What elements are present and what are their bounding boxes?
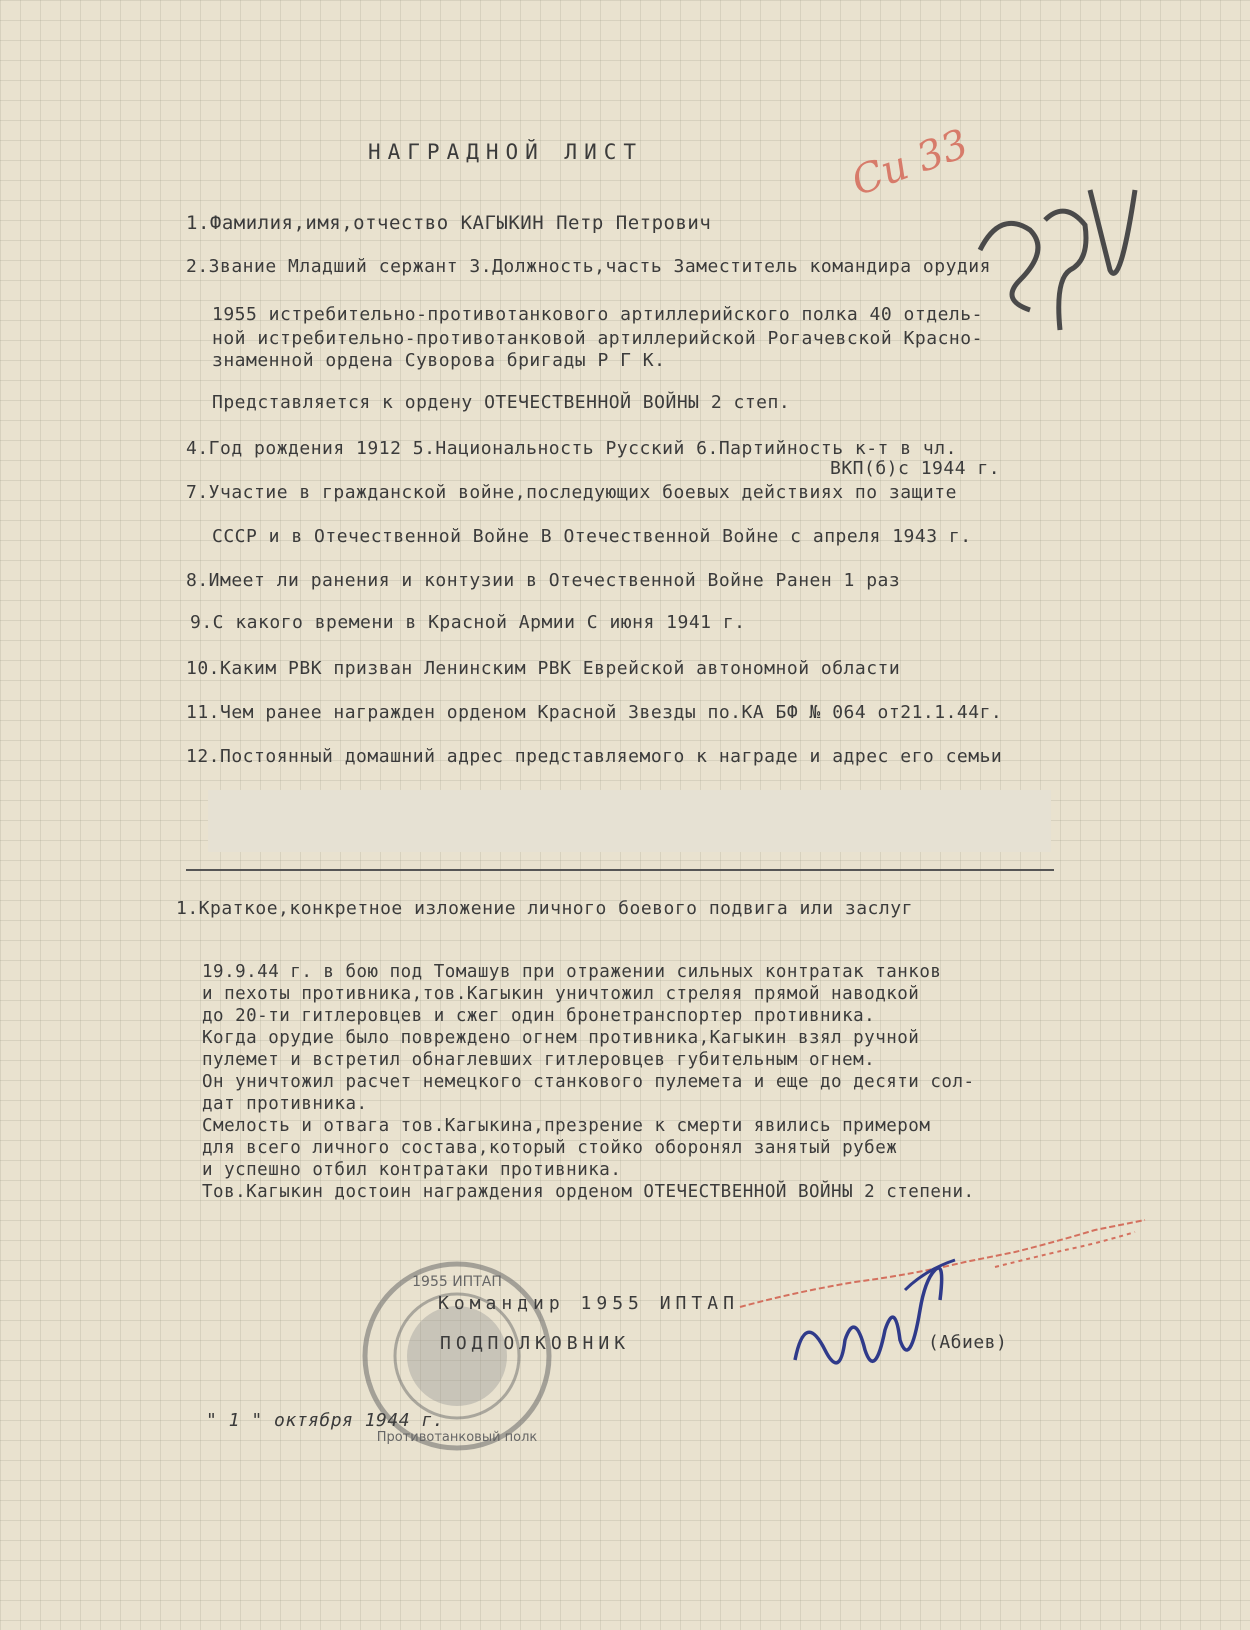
feat-line-11: Тов.Кагыкин достоин награждения орденом ОТЕЧЕСТВЕННОЙ ВОЙНЫ 2 степени. — [202, 1182, 975, 1202]
field-9-service: 9.С какого времени в Красной Армии С июня 1941 г. — [190, 612, 746, 633]
commander-rank: ПОДПОЛКОВНИК — [440, 1333, 631, 1354]
feat-line-7: дат противника. — [202, 1094, 368, 1114]
unit-line-2: ной истребительно-противотанковой артиллерийской Рогачевской Красно- — [212, 328, 983, 349]
section-feat-heading: 1.Краткое,конкретное изложение личного боевого подвига или заслуг — [176, 898, 913, 919]
signer-name: (Абиев) — [928, 1332, 1008, 1353]
section-divider — [186, 869, 1054, 871]
commander-signature — [785, 1240, 975, 1400]
field-8-wounds: 8.Имеет ли ранения и контузии в Отечественной Войне Ранен 1 раз — [186, 570, 901, 591]
feat-line-5: пулемет и встретил обнаглевших гитлеровцев губительным огнем. — [202, 1050, 876, 1070]
document-date: " 1 " октября 1944 г. — [206, 1410, 445, 1431]
award-presented: Представляется к ордену ОТЕЧЕСТВЕННОЙ ВОЙНЫ 2 степ. — [212, 392, 791, 413]
feat-line-4: Когда орудие было повреждено огнем противника,Кагыкин взял ручной — [202, 1028, 920, 1048]
feat-line-10: и успешно отбил контратаки противника. — [202, 1160, 622, 1180]
feat-line-2: и пехоты противника,тов.Кагыкин уничтожил стреляя прямой наводкой — [202, 984, 920, 1004]
unit-line-3: знаменной ордена Суворова бригады Р Г К. — [212, 350, 666, 371]
field-2-rank-position: 2.Звание Младший сержант 3.Должность,часть Заместитель командира орудия — [186, 256, 991, 277]
field-10-draft: 10.Каким РВК призван Ленинским РВК Еврейской автономной области — [186, 658, 901, 679]
unit-line-1: 1955 истребительно-противотанкового артиллерийского полка 40 отдель- — [212, 304, 983, 325]
feat-line-3: до 20-ти гитлеровцев и сжег один бронетранспортер противника. — [202, 1006, 876, 1026]
field-12-address: 12.Постоянный домашний адрес представляемого к награде и адрес его семьи — [186, 746, 1003, 767]
feat-line-6: Он уничтожил расчет немецкого станкового пулемета и еще до десяти сол- — [202, 1072, 975, 1092]
feat-line-8: Смелость и отвага тов.Кагыкина,презрение к смерти явились примером — [202, 1116, 931, 1136]
redacted-address-block — [208, 790, 1051, 852]
field-1-name: 1.Фамилия,имя,отчество КАГЫКИН Петр Петрович — [186, 212, 712, 234]
archive-pencil-number — [960, 150, 1150, 350]
stamp-bottom-text: Противотанковый полк — [376, 1430, 538, 1445]
field-11-prior-awards: 11.Чем ранее награжден орденом Красной Звезды по.КА БФ № 064 от21.1.44г. — [186, 702, 1003, 723]
stamp-ring-text: 1955 ИПТАП — [412, 1274, 502, 1290]
field-4-5-6: 4.Год рождения 1912 5.Национальность Русский 6.Партийность к-т в чл. — [186, 438, 957, 459]
party-membership: ВКП(б)с 1944 г. — [830, 458, 1001, 479]
feat-line-9: для всего личного состава,который стойко оборонял занятый рубеж — [202, 1138, 898, 1158]
field-7-line-2: СССР и в Отечественной Войне В Отечественной Войне с апреля 1943 г. — [212, 526, 972, 547]
archive-red-mark: Си 33 — [845, 120, 975, 206]
feat-line-1: 19.9.44 г. в бою под Томашув при отражении сильных контратак танков — [202, 962, 942, 982]
commander-title: Командир 1955 ИПТАП — [438, 1293, 739, 1314]
field-7-participation: 7.Участие в гражданской войне,последующих боевых действиях по защите — [186, 482, 957, 503]
page-title: НАГРАДНОЙ ЛИСТ — [368, 140, 644, 164]
